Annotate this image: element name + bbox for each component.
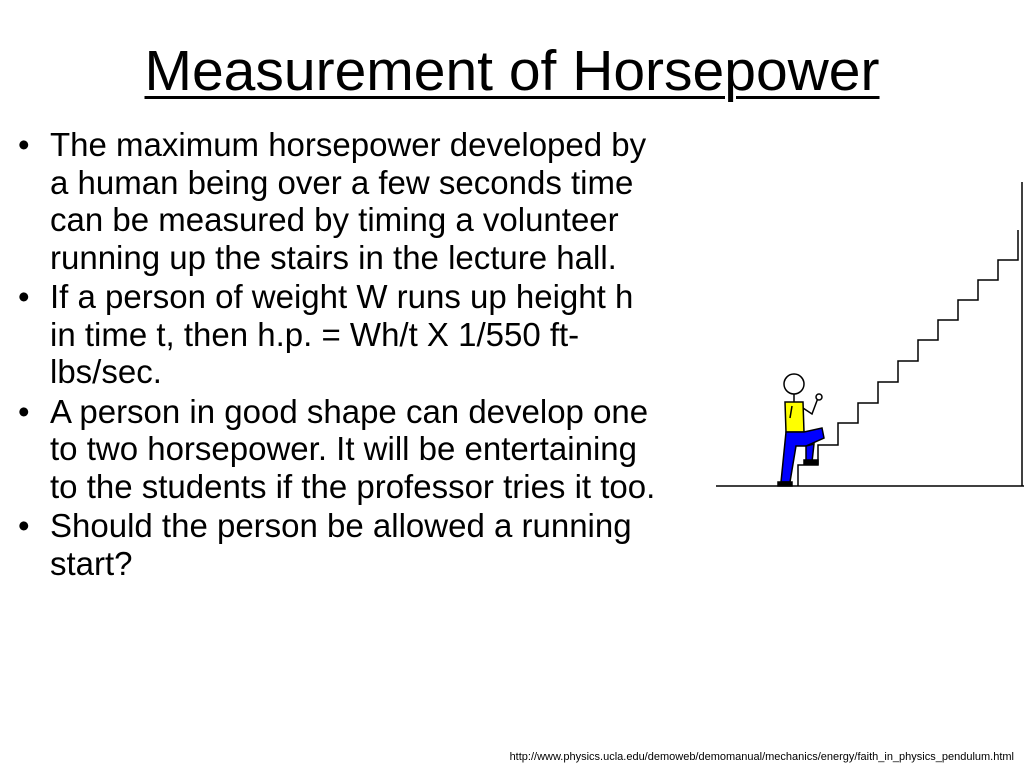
runner-arm xyxy=(803,398,818,414)
bullet-item xyxy=(18,507,668,582)
runner-front-shoe xyxy=(804,460,818,464)
bullet-text: If a person of weight W runs up height h in time t, then h.p. = Wh/t X 1/550 ft-lbs/sec. xyxy=(50,278,634,390)
source-url[interactable]: http://www.physics.ucla.edu/demoweb/demomanual/mechanics/energy/faith_in_physics_pendulum.html xyxy=(509,751,1014,763)
bullet-text: Should the person be allowed a running start? xyxy=(50,507,632,582)
runner-back-shoe xyxy=(778,482,792,486)
bullet-list xyxy=(18,126,668,584)
runner-figure xyxy=(778,374,824,486)
bullet-text: A person in good shape can develop one to two horsepower. It will be entertaining to the students if the professor tries it too. xyxy=(50,392,656,505)
bullet-marker: • xyxy=(18,126,30,163)
bullet-marker: • xyxy=(18,507,30,544)
stair-runner-illustration xyxy=(700,170,1024,500)
runner-shirt xyxy=(785,402,804,432)
bullet-marker: • xyxy=(18,278,30,315)
slide-title: Measurement of Horsepower xyxy=(144,39,880,103)
stair-steps xyxy=(798,230,1018,486)
runner-hand xyxy=(816,394,822,400)
bullet-item xyxy=(18,126,668,276)
bullet-item xyxy=(18,278,668,391)
bullet-marker: • xyxy=(18,392,30,430)
bullet-text: The maximum horsepower developed by a human being over a few seconds time can be measured by timing a volunteer running up the stairs in the lecture hall. xyxy=(50,126,647,276)
staircase xyxy=(716,182,1024,486)
bullet-item xyxy=(18,393,668,506)
runner-head xyxy=(784,374,804,394)
